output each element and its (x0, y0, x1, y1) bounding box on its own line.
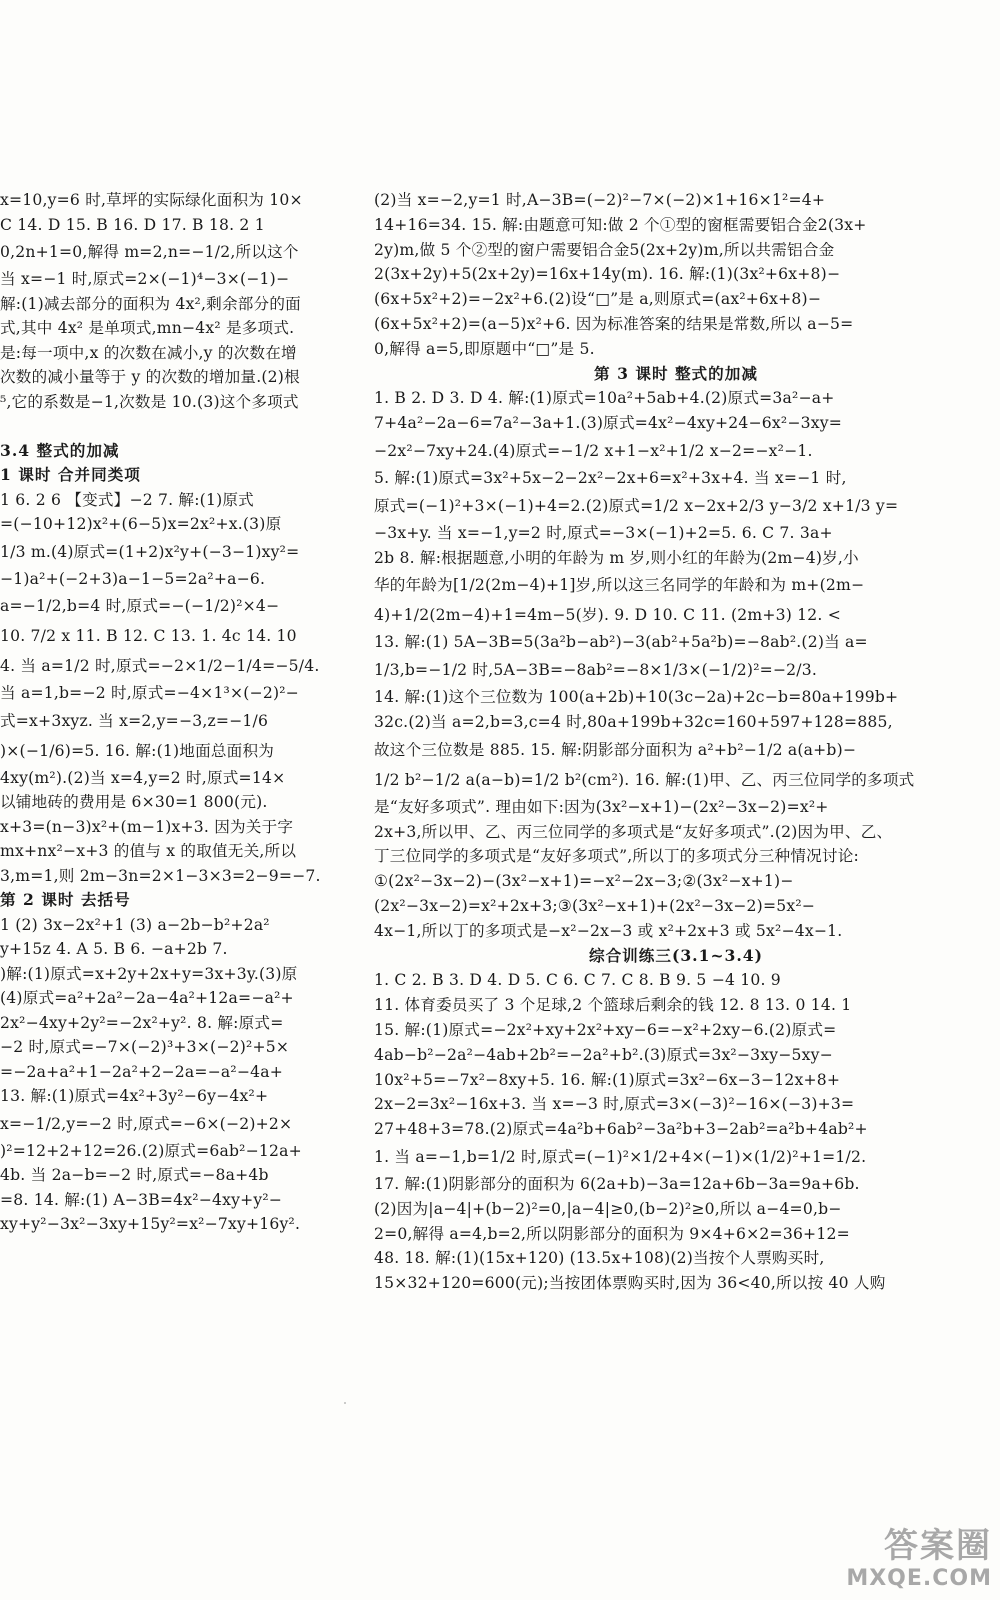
text-line: 13. 解:(1) 5A−3B=5(3a²b−ab²)−3(ab²+5a²b)=−8ab².(2)当 a= (374, 633, 868, 652)
text-line: x=10,y=6 时,草坪的实际绿化面积为 10× (0, 191, 303, 209)
text-line: 5. 解:(1)原式=3x²+5x−2−2x²−2x+6=x²+3x+4. 当 x=−1 时, (374, 468, 847, 487)
text-line: 1/3,b=−1/2 时,5A−3B=−8ab²=−8×1/3×(−1/2)²=−2/3. (374, 661, 818, 680)
text-line: (6x+5x²+2)=−2x²+6.(2)设“□”是 a,则原式=(ax²+6x+8)− (374, 290, 822, 309)
text-line: 解:(1)减去部分的面积为 4x²,剩余部分的面 (0, 294, 301, 313)
text-line: 是“友好多项式”. 理由如下:因为(3x²−x+1)−(2x²−3x−2)=x²+ (374, 797, 829, 816)
text-line: 11. 体育委员买了 3 个足球,2 个篮球后剩余的钱 12. 8 13. 0 14. 1 (374, 996, 852, 1015)
text-line: 4ab−b²−2a²−4ab+2b²=−2a²+b².(3)原式=3x²−3xy−5xy− (374, 1045, 833, 1064)
text-line: 15×32+120=600(元);当按团体票购买时,因为 36<40,所以按 40 人购 (374, 1274, 886, 1293)
text-line: 式=x+3xyz. 当 x=2,y=−3,z=−1/6 (0, 711, 269, 730)
text-line: 0,解得 a=5,即原题中“□”是 5. (374, 339, 595, 358)
right-text-column (374, 188, 978, 1296)
text-line: −2x²−7xy+24.(4)原式=−1/2 x+1−x²+1/2 x−2=−x²−1. (374, 441, 813, 460)
section-heading: 1 课时 合并同类项 (0, 465, 141, 484)
watermark-logo: 答案圈 (884, 1526, 992, 1566)
text-line: 当 x=−1 时,原式=2×(−1)⁴−3×(−1)− (0, 270, 290, 288)
text-line: 0,2n+1=0,解得 m=2,n=−1/2,所以这个 (0, 243, 299, 261)
text-line: 4. 当 a=1/2 时,原式=−2×1/2−1/4=−5/4. (0, 657, 320, 675)
text-line: 是:每一项中,x 的次数在减小,y 的次数在增 (0, 343, 297, 362)
text-line: 原式=(−1)²+3×(−1)+4=2.(2)原式=1/2 x−2x+2/3 y−3/2 x+1/3 y= (374, 496, 899, 515)
text-line: 2y)m,做 5 个②型的窗户需要铝合金5(2x+2y)m,所以共需铝合金 (374, 240, 835, 259)
text-line: 4)+1/2(2m−4)+1=4m−5(岁). 9. D 10. C 11. (2m+3) 12. < (374, 606, 841, 625)
text-line: 丁三位同学的多项式是“友好多项式”,所以丁的多项式分三种情况讨论: (374, 847, 859, 866)
text-line: 4b. 当 2a−b=−2 时,原式=−8a+4b (0, 1166, 269, 1184)
text-line: )²=12+2+12=26.(2)原式=6ab²−12a+ (0, 1141, 302, 1160)
text-line: 13. 解:(1)原式=4x²+3y²−6y−4x²+ (0, 1087, 269, 1105)
text-line: 式,其中 4x² 是单项式,mn−4x² 是多项式. (0, 319, 295, 337)
text-line: xy+y²−3x²−3xy+15y²=x²−7xy+16y². (0, 1215, 301, 1233)
text-line: 1 (2) 3x−2x²+1 (3) a−2b−b²+2a² (0, 915, 270, 934)
text-line: 4xy(m²).(2)当 x=4,y=2 时,原式=14× (0, 768, 286, 787)
text-line: 次数的减小量等于 y 的次数的增加量.(2)根 (0, 368, 300, 386)
text-line: −3x+y. 当 x=−1,y=2 时,原式=−3×(−1)+2=5. 6. C 7. 3a+ (374, 523, 833, 542)
text-line: (6x+5x²+2)=(a−5)x²+6. 因为标准答案的结果是常数,所以 a−5= (374, 314, 854, 333)
text-line: −1)a²+(−2+3)a−1−5=2a²+a−6. (0, 569, 266, 588)
text-line: 2x−2=3x²−16x+3. 当 x=−3 时,原式=3×(−3)²−16×(−3)+3= (374, 1095, 855, 1114)
text-line: 1. C 2. B 3. D 4. D 5. C 6. C 7. C 8. B 9. 5 −4 10. 9 (374, 971, 781, 990)
text-line: 2x+3,所以甲、乙、丙三位同学的多项式是“友好多项式”.(2)因为甲、乙、 (374, 822, 893, 841)
text-line: 15. 解:(1)原式=−2x²+xy+2x²+xy−6=−x²+2xy−6.(2)原式= (374, 1020, 837, 1039)
text-line (0, 414, 352, 439)
text-line: C 14. D 15. B 16. D 17. B 18. 2 1 (0, 215, 265, 234)
text-line: 2=0,解得 a=4,b=2,所以阴影部分的面积为 9×4+6×2=36+12= (374, 1224, 850, 1243)
text-line: 当 a=1,b=−2 时,原式=−4×1³×(−2)²− (0, 684, 299, 702)
text-line: (4)原式=a²+2a²−2a−4a²+12a=−a²+ (0, 989, 294, 1007)
text-line: 1. B 2. D 3. D 4. 解:(1)原式=10a²+5ab+4.(2)原式=3a²−a+ (374, 389, 835, 408)
text-line: =8. 14. 解:(1) A−3B=4x²−4xy+y²− (0, 1190, 283, 1209)
text-line: =−2a+a²+1−2a²+2−2a=−a²−4a+ (0, 1062, 283, 1081)
text-line: 14+16=34. 15. 解:由题意可知:做 2 个①型的窗框需要铝合金2(3x+ (374, 215, 867, 234)
text-line: 1/2 b²−1/2 a(a−b)=1/2 b²(cm²). 16. 解:(1)甲、乙、丙三位同学的多项式 (374, 770, 915, 789)
section-heading: 3.4 整式的加减 (0, 440, 120, 460)
text-line: 27+48+3=78.(2)原式=4a²b+6ab²−3a²b+3−2ab²=a²b+4ab²+ (374, 1120, 868, 1139)
section-heading: 第 2 课时 去括号 (0, 890, 131, 909)
text-line: 1/3 m.(4)原式=(1+2)x²y+(−3−1)xy²= (0, 542, 300, 561)
text-line: )解:(1)原式=x+2y+2x+y=3x+3y.(3)原 (0, 964, 298, 983)
page-speck (344, 1402, 346, 1404)
text-line: 3,m=1,则 2m−3n=2×1−3×3=2−9=−7. (0, 866, 321, 885)
text-line: (2)当 x=−2,y=1 时,A−3B=(−2)²−7×(−2)×1+16×1²=4+ (374, 191, 826, 209)
text-line: 2(3x+2y)+5(2x+2y)=16x+14y(m). 16. 解:(1)(3x²+6x+8)− (374, 265, 841, 284)
text-line: 14. 解:(1)这个三位数为 100(a+2b)+10(3c−2a)+2c−b=80a+199b+ (374, 688, 899, 707)
text-line: 10. 7/2 x 11. B 12. C 13. 1. 4c 14. 10 (0, 627, 297, 645)
text-line: 32c.(2)当 a=2,b=3,c=4 时,80a+199b+32c=160+597+128=885, (374, 712, 893, 731)
text-line: )×(−1/6)=5. 16. 解:(1)地面总面积为 (0, 741, 275, 760)
text-line: y+15z 4. A 5. B 6. −a+2b 7. (0, 940, 228, 958)
text-line: ⁵,它的系数是−1,次数是 10.(3)这个多项式 (0, 392, 299, 411)
watermark (812, 1526, 992, 1592)
text-line: a=−1/2,b=4 时,原式=−(−1/2)²×4− (0, 597, 280, 615)
watermark-url: MXQE.COM (846, 1566, 992, 1591)
text-line: 48. 18. 解:(1)(15x+120) (13.5x+108)(2)当按个人票购买时, (374, 1249, 825, 1268)
text-line: 华的年龄为[1/2(2m−4)+1]岁,所以这三名同学的年龄和为 m+(2m− (374, 576, 865, 595)
text-line: 7+4a²−2a−6=7a²−3a+1.(3)原式=4x²−4xy+24−6x²−3xy= (374, 414, 842, 433)
left-text-column (0, 188, 352, 1237)
text-line: 2b 8. 解:根据题意,小明的年龄为 m 岁,则小红的年龄为(2m−4)岁,小 (374, 548, 859, 567)
text-line: 以铺地砖的费用是 6×30=1 800(元). (0, 793, 268, 811)
text-line: =(−10+12)x²+(6−5)x=2x²+x.(3)原 (0, 515, 282, 533)
text-line: 10x²+5=−7x²−8xy+5. 16. 解:(1)原式=3x²−6x−3−12x+8+ (374, 1070, 841, 1089)
text-line: 故这个三位数是 885. 15. 解:阴影部分面积为 a²+b²−1/2 a(a+b)− (374, 740, 857, 759)
text-line: 1 6. 2 6 【变式】−2 7. 解:(1)原式 (0, 490, 254, 509)
section-heading: 第 3 课时 整式的加减 (594, 363, 758, 383)
text-line: x+3=(n−3)x²+(m−1)x+3. 因为关于字 (0, 817, 294, 836)
text-line: 1. 当 a=−1,b=1/2 时,原式=(−1)²×1/2+4×(−1)×(1/2)²+1=1/2. (374, 1147, 867, 1166)
text-line: (2)因为|a−4|+(b−2)²=0,|a−4|≥0,(b−2)²≥0,所以 a−4=0,b− (374, 1199, 842, 1218)
text-line: (2x²−3x−2)=x²+2x+3;③(3x²−x+1)+(2x²−3x−2)=5x²− (374, 896, 816, 915)
text-line: 4x−1,所以丁的多项式是−x²−2x−3 或 x²+2x+3 或 5x²−4x−1. (374, 921, 843, 940)
section-heading: 综合训练三(3.1~3.4) (588, 945, 764, 965)
text-line: 17. 解:(1)阴影部分的面积为 6(2a+b)−3a=12a+6b−3a=9a+6b. (374, 1174, 860, 1193)
text-line: −2 时,原式=−7×(−2)³+3×(−2)²+5× (0, 1038, 290, 1056)
text-line: 2x²−4xy+2y²=−2x²+y². 8. 解:原式= (0, 1013, 284, 1032)
text-line: mx+nx²−x+3 的值与 x 的取值无关,所以 (0, 842, 297, 860)
text-line: x=−1/2,y=−2 时,原式=−6×(−2)+2× (0, 1114, 293, 1133)
text-line: ①(2x²−3x−2)−(3x²−x+1)=−x²−2x−3;②(3x²−x+1)− (374, 872, 794, 891)
